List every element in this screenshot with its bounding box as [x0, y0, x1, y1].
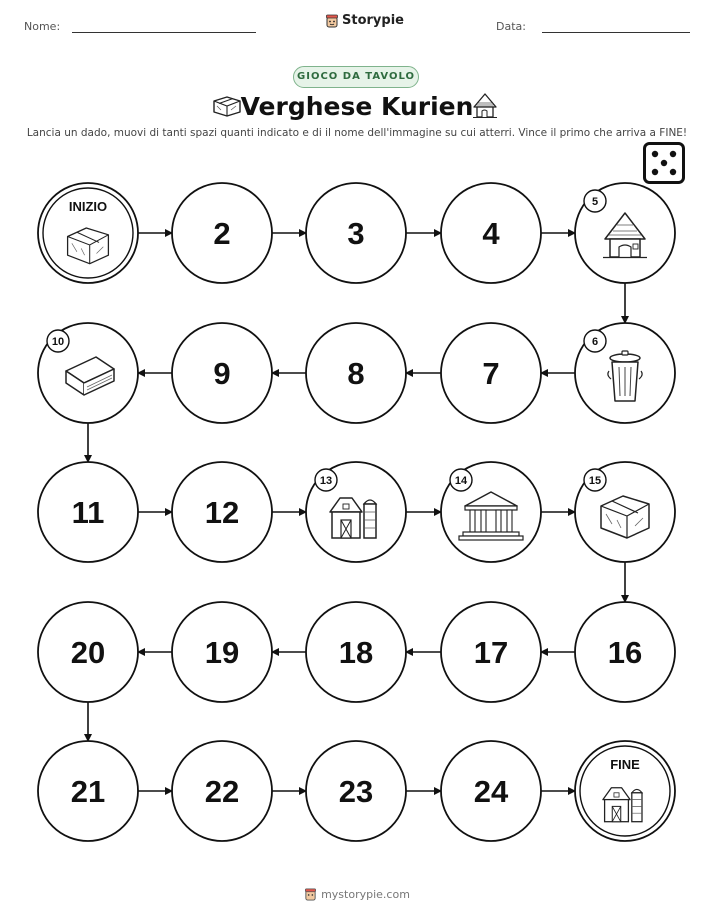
board-space-3 — [306, 183, 406, 283]
space-number: 22 — [204, 774, 240, 809]
board-spaces — [38, 183, 675, 841]
board-space-11 — [38, 462, 138, 562]
board-space-2 — [172, 183, 272, 283]
brand-name: Storypie — [342, 13, 404, 28]
board-space-20 — [38, 602, 138, 702]
game-type-badge: GIOCO DA TAVOLO — [293, 66, 419, 88]
space-number: 3 — [347, 216, 365, 251]
instructions-text: Lancia un dado, muovi di tanti spazi quanti indicato e di il nome dell'immagine su cui atterri. Vince il primo che arriva a FINE! — [26, 127, 688, 139]
board-space-14 — [441, 462, 541, 562]
space-number: 17 — [473, 635, 509, 670]
space-number: 5 — [591, 196, 599, 208]
space-number: 24 — [473, 774, 509, 809]
board-space-5 — [575, 183, 675, 283]
space-number: 13 — [319, 475, 333, 487]
barn-icon — [330, 498, 376, 538]
space-number: 9 — [213, 356, 231, 391]
space-number: 18 — [338, 635, 374, 670]
space-number: 6 — [591, 336, 599, 348]
barn-icon — [603, 788, 642, 822]
space-number: 21 — [70, 774, 106, 809]
space-label: INIZIO — [68, 199, 108, 214]
board-space-7 — [441, 323, 541, 423]
space-number: 19 — [204, 635, 240, 670]
board-space-24 — [441, 741, 541, 841]
space-label: FINE — [610, 757, 640, 772]
board-space-23 — [306, 741, 406, 841]
board-space-19 — [172, 602, 272, 702]
footer-url: mystorypie.com — [321, 888, 410, 901]
date-label: Data: — [496, 20, 526, 33]
board-space-8 — [306, 323, 406, 423]
space-number: 16 — [607, 635, 643, 670]
board-space-15 — [575, 462, 675, 562]
space-number: 2 — [213, 216, 231, 251]
board-space-17 — [441, 602, 541, 702]
board-space-22 — [172, 741, 272, 841]
space-number: 15 — [588, 475, 602, 487]
board-space-25 — [575, 741, 675, 841]
board-space-1 — [38, 183, 138, 283]
board-space-12 — [172, 462, 272, 562]
space-number: 10 — [51, 336, 65, 348]
footer — [0, 888, 714, 901]
space-number: 11 — [71, 495, 105, 530]
board-space-10 — [38, 323, 138, 423]
page-title: Verghese Kurien — [240, 92, 474, 121]
board-space-13 — [306, 462, 406, 562]
space-number: 20 — [70, 635, 106, 670]
space-number: 14 — [454, 475, 468, 487]
space-number: 4 — [482, 216, 500, 251]
space-number: 12 — [204, 495, 240, 530]
board-space-21 — [38, 741, 138, 841]
space-number: 8 — [347, 356, 365, 391]
storypie-mascot-icon — [304, 888, 317, 901]
board-space-18 — [306, 602, 406, 702]
name-label: Nome: — [24, 20, 61, 33]
board-space-16 — [575, 602, 675, 702]
space-number: 23 — [338, 774, 374, 809]
board-space-4 — [441, 183, 541, 283]
space-number: 7 — [482, 356, 500, 391]
board-space-6 — [575, 323, 675, 423]
board-space-9 — [172, 323, 272, 423]
